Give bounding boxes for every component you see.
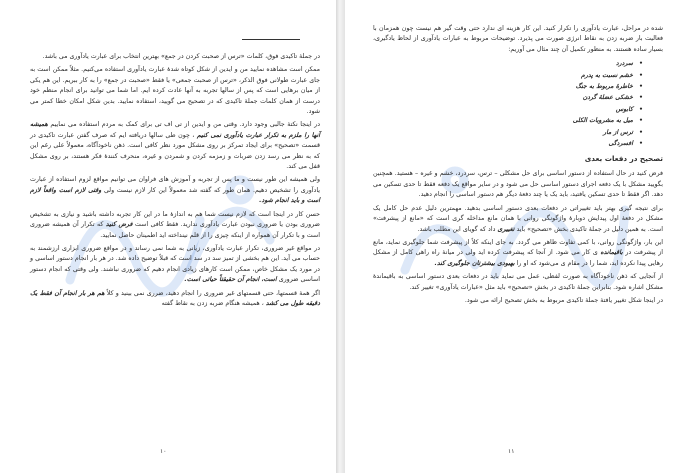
paragraph-text: داد که گویای این مطلب باشد. [417, 225, 496, 233]
list-item: • خشکی عضلهٔ گردن [373, 92, 633, 103]
paragraph-text: ولی همیشه این طور نیست و ما پس از تجربه و آموزش های فراوان می توانیم مواقع لزوم استفاده از عبارت یادآوری را تشخیص دهیم. همان طور که گفته شد معمولاً این کار لازم نیست ولی [30, 176, 320, 194]
paragraph-text: برای نتیجه گیری بهتر باید تغییراتی در دفعات بعدی دستور اساسی بدهید. مهمترین دلیل عدم حل کامل یک مشکل در دفعهٔ اول پیدایش دوبارهٔ واژگونگی روانی با همان مانع مداخله گری است که «مانع از پیشرفت» است. به همین دلیل در جملهٔ تاکیدی بخش «تصحیح» باید [373, 204, 663, 233]
page-right [345, 0, 681, 473]
emphasis-text: همیشه آنها را ملزم به تکرار عبارت یادآوری نمی کنیم [30, 121, 320, 139]
emphasis-text: فرض کنید [105, 221, 133, 229]
list-item: • میل به مشروبات الکلی [373, 115, 633, 126]
paragraph: در جملهٔ تاکیدی فوق، کلمات «ترس از صحبت کردن در جمع» بهترین انتخاب برای عبارت یادآوری می باشد. [42, 53, 320, 60]
paragraph-text: ی کار می شود. از آنجا که پیشرفت کرده اید ولی در میانهٔ راه راهی کامل از مشکل رهایی پیدا نکرده اید، شما را در مقام ی می‌شود که او را [373, 249, 663, 267]
paragraph-text: اگر همهٔ قسمتها، حتی قسمتهای غیر ضروری را انجام دهید، ضرری نمی بینید و کلاً [106, 289, 320, 297]
list-item: • کابوس [373, 104, 633, 115]
emphasis-text: تغییری [497, 225, 515, 233]
paragraph [30, 210, 320, 241]
paragraph: در اینجا شکل تغییر یافتهٔ جملهٔ تاکیدی مربوط به بخش تصحیح ارائه می شود. [464, 296, 663, 304]
list-item: • سردرد [373, 58, 633, 69]
paragraph: ممکن است مشاهده نمایید من و ایدین از شکل کوتاه شدهٔ عبارت یادآوری استفاده می‌کنیم. مثلاً ممکن است به جای عبارت طولانی فوق الذکر، «ترس از صحبت جمعی» یا فقط «صحبت در جمع» را به کار ببریم. این هم یکی از میان برهایی است که پس از سالها تجربه به آنها عادت کرده ایم. اما شما می توانید برای انجام منظم خود درست از همان کلمات جملهٔ تاکیدی که در تصحیح می گویید، استفاده نمایید. بدین شکل امکان خطا کمتر می شود. [30, 66, 320, 116]
list-item: • افسردگی [373, 138, 633, 149]
page-number: ۱۱ [508, 448, 515, 455]
paragraph: شده در مراحل، عبارت یادآوری را تکرار کنید. این کار هزینه ای ندارد حتی وقت گیر هم نیست چون همزمان با فعالیت بار ضربه زدن به نقاط انرژی صورت می پذیرد. توضیحات مربوط به عبارات یادآوری از لحاظ یادگیری، بسیار ساده هستند. به منظور تکمیل آن چند مثال می آوریم: [373, 25, 663, 53]
page-number: ۱۰ [160, 448, 167, 455]
left-page-body [30, 52, 320, 312]
emphasis-text: هم هر بار انجام آن فقط یک دقیقه طول می کشد [30, 289, 320, 307]
paragraph-text: که تکرار آن همیشه ضروری است و با تکرار آن همواره از اینکه چیزی را از قلم نینداخته اید اطمینان حاصل نمایید. [30, 221, 320, 239]
paragraph: فرض کنید در حال استفاده از دستور اساسی برای حل مشکلی – ترس، سردرد، خشم و غیره – هستید. همچنین بگویید مشکل با یک دفعه اجرای دستور اساسی حل می شود و در سایر مواقع یک دفعه فقط تا حدی تسکین می دهد. اگر فقط تا حدی تسکین یافتید، باید یک یا چند دفعهٔ دیگر هم دستور اساسی را انجام دهید. [373, 170, 663, 199]
top-rule [242, 39, 300, 40]
paragraph-text: ، چون طی سالها دریافته ایم که صرف گفتن عبارت تاکیدی در قسمت «تصحیح» برای ایجاد تمرکز بر روی مشکل مورد نظر کافی است. ذهن ناخودآگاه، معمولاً علی رغم این که به نظر می رسد زدن ضربات و زمزمه کردن و شمردن و غیره، منحرف کنندهٔ فکر هستند، بر روی مشکل قفل می کند. [30, 131, 320, 171]
paragraph-text: در اینجا نکتهٔ جالبی وجود دارد. وقتی من و ایدین از تی اف تی برای کمک به مردم استفاده می نماییم [50, 121, 320, 129]
paragraph [30, 120, 320, 172]
paragraph-text: حسن کار در اینجا است که لازم نیست شما هم به اندازهٔ ما در این کار تجربه داشته باشید و نیازی به تشخیص ضروری بودن یا ضروری نبودن عبارت یادآوری ندارید. فقط کافی است [30, 210, 320, 229]
paragraph [30, 175, 320, 206]
paragraph [30, 289, 320, 310]
page-left [0, 0, 336, 473]
emphasis-text: بهبودی بیشترتان جلوگیری کند. [434, 259, 515, 267]
list-item: • خاطرهٔ مربوط به جنگ [373, 81, 633, 92]
list-item: • ترس از مار [373, 127, 633, 138]
paragraph [373, 238, 663, 269]
paragraph-text: این بار، واژگونگی روانی، با کمی تفاوت ظاهر می گردد. به جای اینکه کلاً از پیشرفت شما جلوگیری نماید، مانع از پیشرفت در [373, 238, 663, 257]
paragraph [30, 244, 320, 286]
emphasis-text: وقتی لازم است واقعاً لازم است و باید انجام شود. [30, 186, 320, 205]
emphasis-text: باقیمانده [600, 249, 623, 257]
right-page-body [373, 24, 663, 309]
paragraph-text: ، همیشه هنگام ضربه زدن به نقاط گفته [161, 299, 264, 307]
emphasis-text: است، انجام آن حقیقتاً حیاتی است. [184, 276, 277, 284]
examples-list [373, 58, 663, 149]
book-gutter [336, 0, 345, 473]
paragraph-text: در مواقع غیر ضروری، تکرار عبارت یادآوری، زیانی به شما نمی رساند و در مواقع ضروری ابزاری ارزشمند به حساب می آید. این هم بخشی از تمیز سد در سد است که قبلاً توضیح داده شد. در هر بار انجام دستور اساسی و در مورد یک مشکل خاص، ممکن است کارهای زیادی انجام دهیم که ضروری نباشند. ولی وقتی که انجام دستور اساسی ضروری [30, 244, 320, 284]
paragraph: از آنجایی که ذهن ناخودآگاه به صورت لفظی، عمل می نماید باید در دفعات بعدی دستور اساسی به باقیماندهٔ مشکل اشاره شود. بنابراین جملهٔ تاکیدی در بخش «تصحیح» باید مثل «عبارات یادآوری» تغییر کند. [373, 273, 663, 291]
list-item: • خشم نسبت به پدرم [373, 70, 633, 81]
paragraph [373, 204, 663, 235]
section-title: تصحیح در دفعات بعدی [584, 154, 663, 164]
